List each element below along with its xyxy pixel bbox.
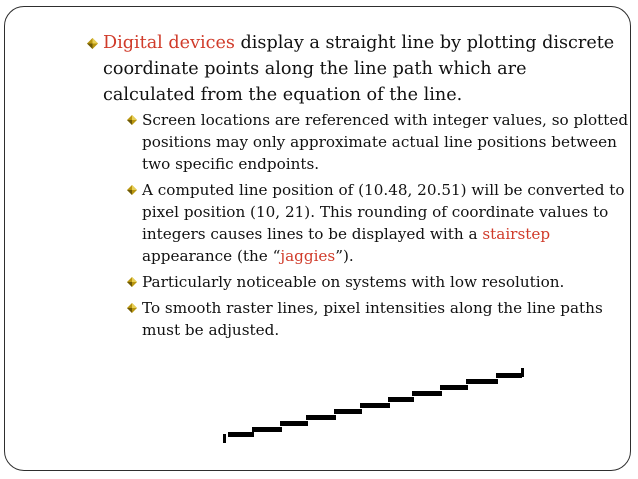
stairstep-segments: [223, 368, 524, 443]
sub-bullet-1-text: Screen locations are referenced with integer values, so plotted positions may only approximate actual line positions between two specific endpoints.: [142, 111, 629, 173]
sub-bullet-4-text: To smooth raster lines, pixel intensities along the line paths must be adjusted.: [142, 299, 603, 339]
sub-bullet-2-text-a: A computed line position of (10.48, 20.51) will be converted to pixel position (10, 21). This rounding of coordinate values to integers causes lines to be displayed with a: [142, 181, 625, 243]
sub-bullet-2-text-c: ”).: [335, 247, 354, 265]
main-bullet-text: display a straight line by plotting discrete coordinate points along the line path which are calculated from the equation of the line.: [103, 33, 615, 105]
stairstep-highlight: stairstep: [482, 225, 551, 243]
sub-bullet-3-text: Particularly noticeable on systems with low resolution.: [142, 273, 565, 291]
main-bullet-highlight: Digital devices: [103, 33, 235, 53]
jaggies-highlight: jaggies: [280, 247, 336, 265]
sub-bullet-2-text-b: appearance (the “: [142, 247, 281, 265]
